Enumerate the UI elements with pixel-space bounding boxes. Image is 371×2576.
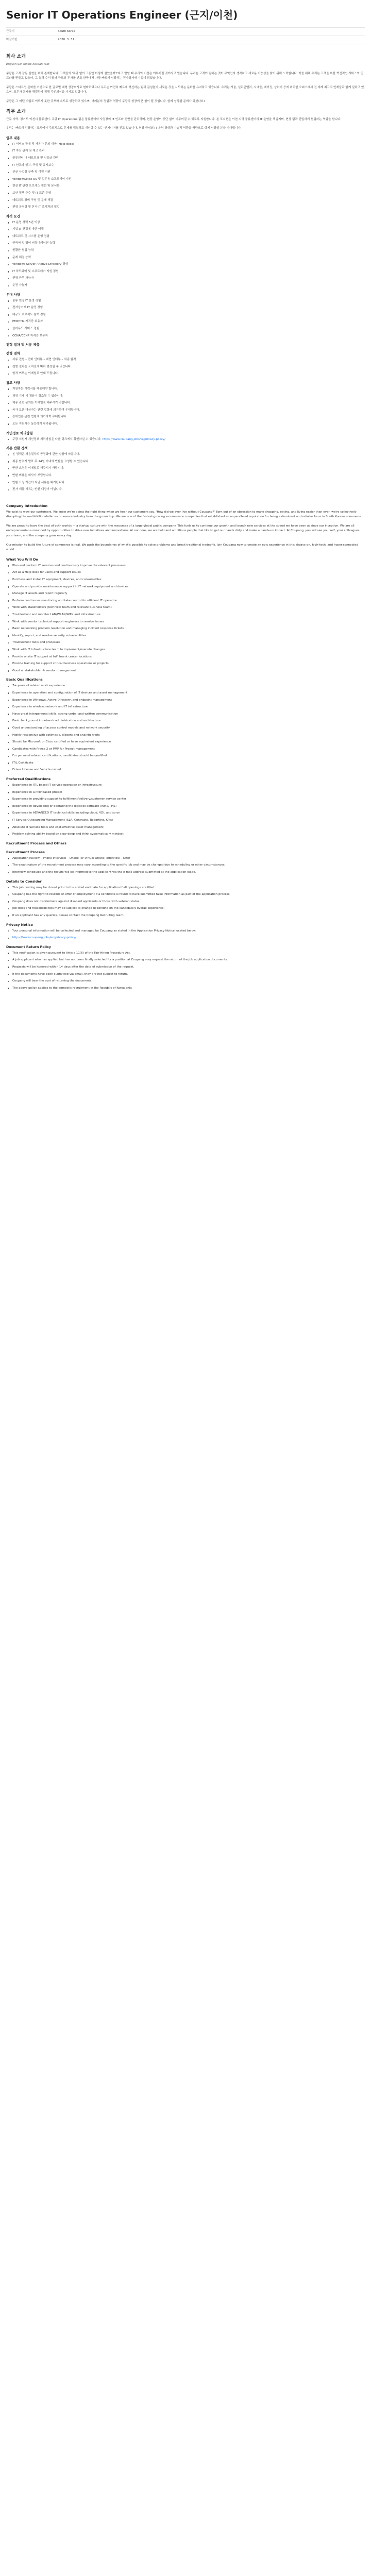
list-item: Manage IT assets and report regularly [6,591,365,597]
en-docs-list [6,951,365,991]
list-item: 물류센터 내 네트워크 및 인프라 관리 [6,156,365,161]
list-item: Troubleshoot tools and processes [6,640,365,646]
list-item: 허위 기재 시 채용이 취소될 수 있습니다. [6,394,365,399]
list-item: Experience in ADVANCED IT technical skills including cloud, VDI, and so on [6,811,365,816]
list-item: Operate and provide maintenance support in IT network equipment and devices [6,585,365,590]
kr-docs-list [6,452,365,493]
kr-privacy-list [6,437,365,443]
paragraph: Our mission to build the future of commerce is real. We push the boundaries of what's possible to solve problems and break traditional tradeoffs. Join Coupang now to create an epic experience in this always-on, high-tech, and hyper-connected world. [6,543,358,552]
list-item: Good understanding of access control models and network security [6,726,365,731]
list-item: Windows/Mac OS 및 업무용 소프트웨어 지원 [6,177,365,182]
list-item: 전자 제출 서류는 반환 대상이 아닙니다. [6,487,365,493]
en-process-list [6,856,365,875]
list-item: If the documents have been submitted via email, they are not subject to return. [6,972,365,977]
list-item [6,437,365,443]
list-item: Basic background in network administration and architecture [6,719,365,724]
list-item: Good at stakeholder & vendor management [6,669,365,674]
list-item: 현장 운영팀 및 본사 IT 조직과의 협업 [6,205,365,210]
list-item: Experience in Windows, Active Directory, and endpoint management [6,698,365,703]
list-item: 전자상거래 IT 운영 경험 [6,306,365,311]
list-item: CCNA/CCNP 자격증 보유자 [6,334,365,339]
list-item: Experience in wireless network and IT infrastructure [6,705,365,710]
list-item: 네트워크 장비 구성 및 문제 해결 [6,198,365,204]
list-item: For personal related certifications, candidates should be qualified [6,754,365,759]
privacy-text: 쿠팡 지원자 개인정보 처리방침은 다음 링크에서 확인하실 수 있습니다. [12,437,103,441]
list-item: 합격 여부는 이메일로 안내 드립니다. [6,371,365,377]
list-item: Requests will be honored within 14 days after the date of submission of the request. [6,965,365,970]
list-item: Experience in providing support to fulfillment/delivery/customer service center [6,797,365,802]
list-item: Application Review – Phone interview – Onsite (or Virtual Onsite) Interview – Offer [6,856,365,861]
list-item: 클라우드 서비스 경험 [6,327,365,332]
meta-row-deadline [6,36,365,44]
list-item: If an applicant has any queries, please contact the Coupang Recruiting team. [6,913,365,919]
list-item: 대규모 프로젝트 참여 경험 [6,313,365,318]
list-item: 현장 근무 가능자 [6,276,365,281]
list-item: Identify, report, and resolve security vulnerabilities [6,634,365,639]
list-item: IT 인프라 설치, 구성 및 유지보수 [6,163,365,168]
list-item: IT 운영 경력 5년 이상 [6,221,365,226]
list-item: Plan and perform IT services and continuously improve the relevant processes [6,564,365,569]
list-item: 장애인은 관련 법령에 의거하여 우대합니다. [6,415,365,420]
paragraph: 쿠팡은 스타트업 문화를 기반으로 한 글로벌 대형 상장회사로 변화하였으나 우리는 여전히 빠르게 혁신하는 팀과 끊임없이 새로운 것을 시도하는 문화를 유지하고 있습니다. 우리는 서울, 실리콘밸리, 시애틀, 베이징, 상하이 등에 위치한 오피스에서 전 세계 최고의 인재들과 함께 일하고 있으며, 모두가 문제를 해결하기 위해 주인의식을 가지고 일합니다. [6,86,364,94]
list-item: Interview schedules and the results will be informed to the applicant via the e-mail address submitted at the application stage. [6,870,365,875]
list-item: This job posting may be closed prior to the stated end date for application if all openings are filled. [6,886,365,891]
list-item: Highly responsive with optimistic, diligent and analytic traits [6,733,365,738]
list-item: 지원자는 이력서를 제출해야 합니다. [6,387,365,392]
list-item: Coupang has the right to rescind an offer of employment if a candidate is found to have submitted false information as part of the application process. [6,892,365,897]
en-details-list [6,886,365,919]
meta-row-location [6,28,365,36]
list-item: 보안 정책 준수 및 IT 표준 운영 [6,191,365,196]
list-item: 반환 비용은 회사가 부담합니다. [6,473,365,479]
page-title: Senior IT Operations Engineer (근지/이천) [6,9,238,21]
list-item: Act as a Help desk for users and support issues [6,570,365,575]
meta-label: 근무지 [6,29,15,33]
section-heading: Company Introduction [6,503,48,508]
section-heading: 회사 소개 [6,54,26,59]
list-item: Candidates with Prince 2 or PMP for Project management [6,747,365,752]
list-item: Troubleshoot and monitor LAN/WLAN/WAN and infrastructure [6,613,365,618]
list-item: 채용 관련 문의는 이메일로 해주시기 바랍니다. [6,401,365,406]
privacy-policy-link[interactable]: https://www.coupang.jobs/kr/privacy-policy/ [102,437,165,441]
list-item: Absolute IT Service tools and cost-effective asset management [6,825,365,831]
en-privacy-list [6,929,365,941]
list-item: This notification is given pursuant to Article 11(6) of the Fair Hiring Procedure Act. [6,951,365,956]
list-item: 네트워크 및 시스템 운영 경험 [6,234,365,240]
kr-process-list [6,358,365,377]
subsection-heading: 개인정보 처리방침 [6,431,33,435]
list-item: IT 서비스 장애 및 사용자 문의 대응 (Help desk) [6,142,365,147]
list-item: Work with vendor technical support engineers to resolve issues [6,620,365,625]
subsection-heading: Details to Consider [6,879,42,884]
list-item: 반환 요청 기간이 지난 서류는 파기됩니다. [6,481,365,486]
list-item: ITIL Certificate [6,761,365,766]
job-meta-table [6,27,365,44]
en-duties-list [6,564,365,674]
subsection-heading: Privacy Notice [6,922,33,927]
subsection-heading: 업무 내용 [6,135,20,140]
paragraph: 쿠팡은 고객 감동 실현을 위해 존재합니다. 고객들이 '쿠팡 없이 그동안 어떻게 살았을까?'라고 말할 때 우리의 미션은 이루어질 것이라고 믿습니다. 우리는 고객이 원하는 것이 무엇인지 생각하고 새로운 가능성을 찾기 위해 노력합니다. 이를 위해 우리는 고객을 위한 혁신적인 서비스와 인프라를 만들고 있으며, 그 결과 수억 달러 규모의 투자를 받고 한국에서 가장 빠르게 성장하는 전자상거래 기업이 되었습니다. [6,72,364,80]
paragraph: We exist to wow our customers. We know we're doing the right thing when we hear our customers say, 'How did we ever live without Coupang?' Born out of an obsession to make shopping, eating, and living easier than ever, we're collectively disrupting the multi-billion-dollar e-commerce industry from the ground up. We are one of the fastest-growing e-commerce companies that established an unparalleled reputation for being a dominant and reliable force in South Korean commerce. [6,510,362,519]
list-item: Your personal information will be collected and managed by Coupang as stated in the Application Privacy Notice located below. [6,929,365,934]
kr-notice-list [6,387,365,427]
list-item: Provide training for support critical business operations or projects [6,662,365,667]
list-item: 모든 지원자는 동등하게 평가됩니다. [6,422,365,427]
subsection-heading: Recruitment Process [6,850,45,854]
list-item: 현장 IT 관련 프로세스 개선 및 문서화 [6,184,365,189]
list-item: Experience in a PMP based project [6,790,365,795]
list-item: Driver License and Vehicle owned [6,768,365,773]
subsection-heading: 서류 반환 정책 [6,446,28,451]
subsection-heading: 전형 절차 및 서류 제출 [6,343,40,347]
list-item: 문제 해결 능력 [6,256,365,261]
kr-preferred-list [6,299,365,339]
en-qualifications-list [6,684,365,773]
list-item: 최종 합격자 발표 후 14일 이내에 반환을 요청할 수 있습니다. [6,460,365,465]
subsection-heading: 전형 절차 [6,351,20,356]
language-note: English will follow Korean text [6,63,49,66]
paragraph: 우리는 빠르게 성장하는 조직에서 주도적으로 문제를 해결하고 개선할 수 있는 엔지니어를 찾고 있습니다. 현장 중심의 IT 운영 경험과 기술적 역량을 바탕으로 함께 성장할 분을 기다립니다. [6,127,242,130]
list-item: Basic networking problem resolution and managing incident response tickets [6,626,365,632]
meta-value: South Korea [58,29,75,33]
meta-label: 마감기한 [6,38,18,41]
list-item: 7+ years of related work experience [6,684,365,689]
kr-duties-list [6,142,365,210]
list-item: 전형 절차는 포지션에 따라 변경될 수 있습니다. [6,365,365,370]
list-item: 서류 전형 – 전화 인터뷰 – 대면 인터뷰 – 최종 합격 [6,358,365,363]
privacy-policy-link[interactable]: https://www.coupang.jobs/en/privacy-policy/ [12,936,76,940]
en-preferred-list [6,783,365,837]
meta-value: 2020. 3. 31 [58,38,75,41]
kr-qualifications-list [6,221,365,289]
list-item: The exact nature of the recruitment process may vary according to the specific job and may be changed due to scheduling or other circumstances. [6,863,365,868]
list-item: Should be Microsoft or Cisco certified or have equivalent experience [6,740,365,745]
subsection-heading: What You Will Do [6,557,38,562]
list-item: Have great interpersonal skills, strong verbal and written communication [6,712,365,717]
list-item: 기업 IT 환경에 대한 이해 [6,227,365,232]
list-item: Work with IT infrastructure team to implement/execute changes [6,648,365,653]
subsection-heading: Document Return Policy [6,944,52,949]
list-item: Provide onsite IT support at fulfillment center locations [6,655,365,660]
subsection-heading: 우대 사항 [6,292,20,297]
section-divider [6,495,365,500]
paragraph: 쿠팡은 그 어떤 기업도 이루지 못한 규모와 속도로 성장하고 있으며, 여러분의 경험과 역량이 쿠팡의 성장에 큰 힘이 될 것입니다. 함께 성장할 준비가 되셨나요? [6,99,206,103]
list-item: Problem solving ability based on slow-deep and think systematically mindset [6,832,365,837]
list-item: Experience in ITIL based IT service operation or Infrastructure [6,783,365,788]
subsection-heading: Preferred Qualifications [6,777,51,782]
list-item: 본 정책은 채용절차의 공정화에 관한 법률에 따릅니다. [6,452,365,457]
list-item: PMP/ITIL 자격증 보유자 [6,319,365,325]
list-item: IT 자산 관리 및 재고 관리 [6,149,365,154]
list-item: IT 하드웨어 및 소프트웨어 지원 경험 [6,269,365,275]
list-item: Work with stakeholders (technical team and relevant business team) [6,605,365,611]
subsection-heading: 참고 사항 [6,380,20,385]
list-item: 원활한 협업 능력 [6,248,365,253]
list-item: 운전 가능자 [6,283,365,289]
list-item [6,936,365,941]
list-item: Coupang does not discriminate against disabled applicants or those with veteran status. [6,900,365,905]
job-posting-page [0,0,371,1000]
list-item: 한국어 및 영어 커뮤니케이션 능력 [6,241,365,246]
list-item: Job titles and responsibilities may be subject to change depending on the candidate's overall experience. [6,906,365,911]
list-item: IT Service Outsourcing Management (SLA, Contracts, Reporting, KPIs) [6,818,365,823]
list-item: Perform continuous monitoring and take control for efficient IT operation [6,599,365,604]
list-item: Purchase and install IT equipment, devices, and consumables [6,578,365,583]
subsection-heading: 자격 요건 [6,214,20,218]
paragraph: 근무 지역: 경기도 이천시 물류센터. 쿠팡 IT Operations 팀은 물류센터와 사업장의 IT 인프라 전반을 관리하며, 현장 운영이 중단 없이 이루어질 수 있도록 지원합니다. 본 포지션은 이천 지역 물류센터의 IT 운영을 책임지며, 현장 팀과 긴밀하게 협업하는 역할을 합니다. [6,117,342,121]
list-item: 국가 보훈 대상자는 관련 법령에 의거하여 우대합니다. [6,408,365,413]
section-heading: 직무 소개 [6,109,26,114]
list-item: 물류 현장 IT 운영 경험 [6,299,365,304]
list-item: The above policy applies to the domestic recruitment in the Republic of Korea only. [6,986,365,991]
list-item: Experience in developing or operating the logistics software (WMS/TMS) [6,804,365,809]
list-item: Coupang will bear the cost of returning the documents. [6,979,365,984]
list-item: Experience in operation and configuration of IT devices and asset management [6,691,365,696]
list-item: Windows Server / Active Directory 경험 [6,262,365,267]
list-item: 반환 요청은 이메일로 해주시기 바랍니다. [6,466,365,471]
list-item: A job applicant who has applied but has not been finally selected for a position at Coupang may request the return of the job application documents. [6,958,365,963]
paragraph: We are proud to have the best of both worlds — a startup culture with the resources of a large global public company. This fuels us to continue our growth and launch new services at the speed we have been at since our inception. We are all entrepreneurial surrounded by opportunities to drive new initiatives and innovations. At our core, we are bold and ambitious people that like to get our hands dirty and make a hands-on impact. At Coupang, you will see yourself, your colleagues, your team, and the company grow every day. [6,524,361,538]
subsection-heading: Recruitment Process and Others [6,841,66,845]
list-item: 신규 사업장 구축 및 이전 지원 [6,170,365,175]
subsection-heading: Basic Qualifications [6,677,43,682]
